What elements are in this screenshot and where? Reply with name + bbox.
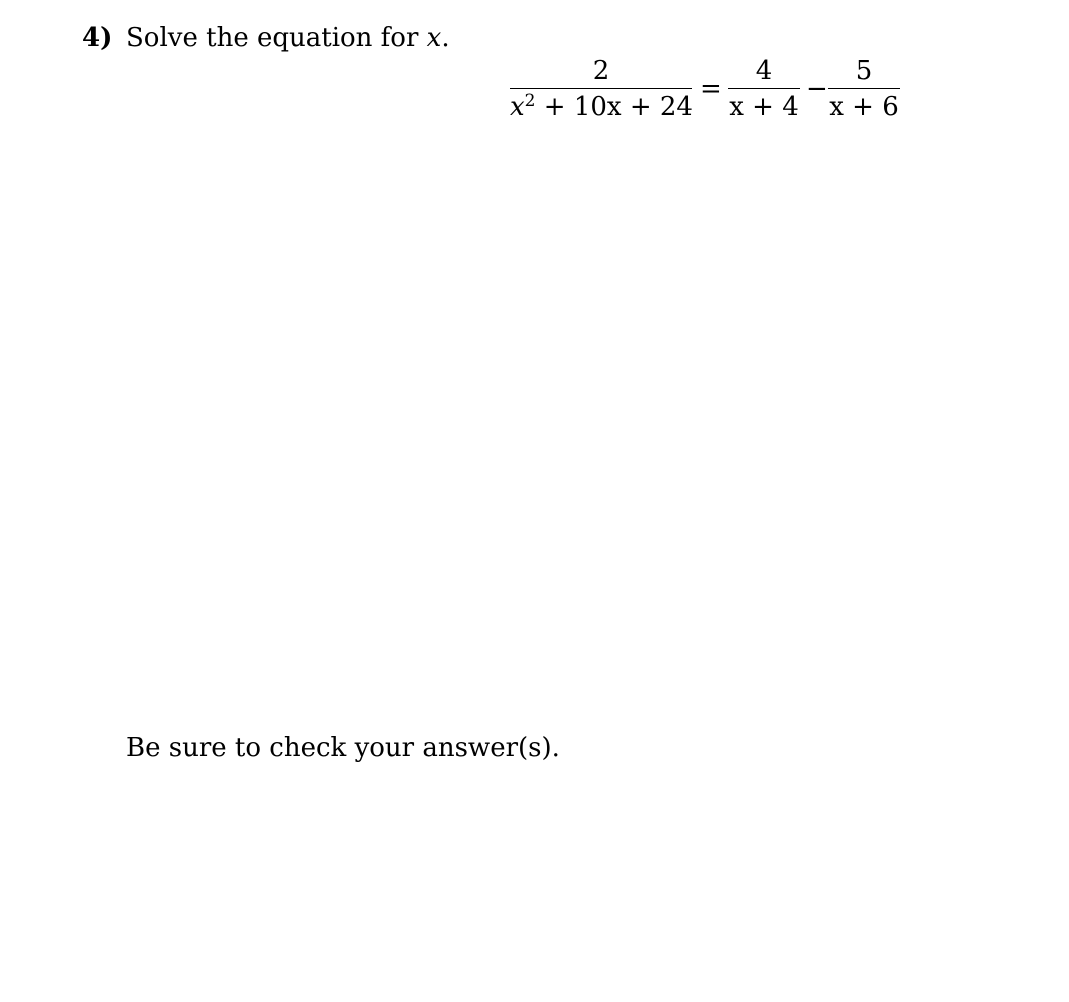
minus-sign: −	[806, 74, 828, 104]
equals-sign: =	[700, 74, 722, 104]
question-number: 4)	[82, 23, 113, 53]
instruction-text: Be sure to check your answer(s).	[126, 733, 560, 763]
term1-denominator: x + 4	[729, 92, 799, 122]
question-variable: x	[426, 23, 442, 53]
lhs-denominator-base: x	[510, 92, 525, 122]
term1-fraction	[728, 54, 800, 126]
lhs-denominator-rest: + 10x + 24	[535, 92, 693, 122]
term2-denominator: x + 6	[829, 92, 899, 122]
lhs-numerator: 2	[592, 56, 610, 86]
lhs-denominator-exponent: 2	[524, 91, 536, 111]
term1-numerator: 4	[755, 56, 773, 86]
term2-numerator: 5	[855, 56, 873, 86]
question-prompt-end: .	[441, 23, 450, 53]
lhs-denominator	[510, 89, 692, 125]
equation	[510, 54, 910, 126]
question-prompt: Solve the equation for	[126, 23, 419, 53]
question-header	[82, 20, 450, 56]
lhs-fraction	[510, 54, 692, 126]
term2-fraction	[828, 54, 900, 126]
